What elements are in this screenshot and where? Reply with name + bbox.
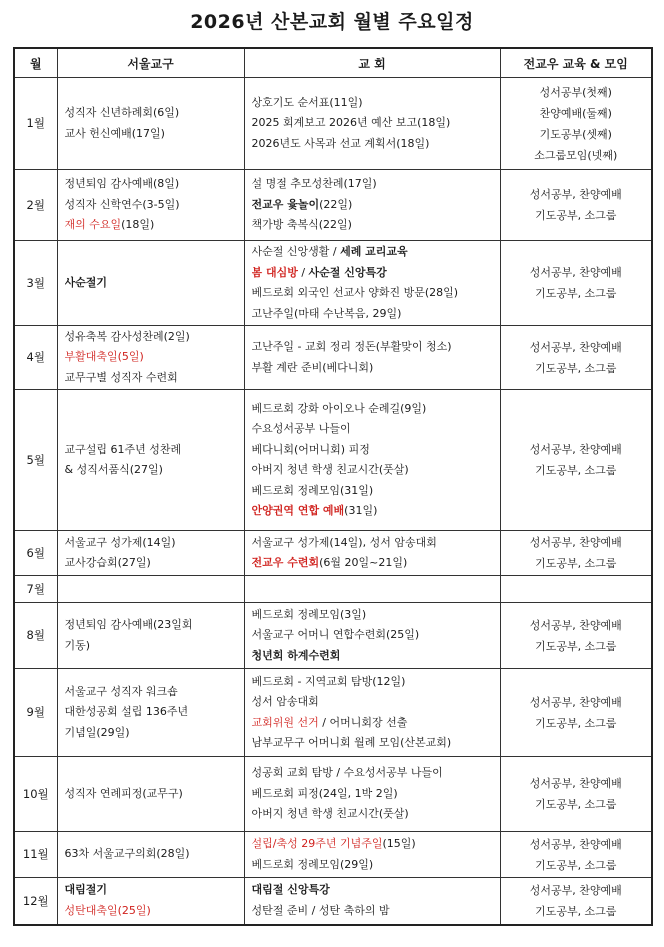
education-item: 기도공부, 소그룹 [535, 716, 617, 730]
seoul-event [65, 682, 244, 703]
education-cell [500, 78, 652, 170]
church-event-text: 책가방 축복식(22일) [251, 218, 352, 232]
month-cell: 5월 [14, 390, 57, 531]
table-row [14, 170, 652, 241]
education-item: 성서공부(첫째) [539, 85, 612, 99]
table-row [14, 531, 652, 576]
seoul-event-text: 서울교구 성가제(14일) [64, 535, 176, 549]
table-row [14, 832, 652, 878]
church-event-suffix: (31일) [344, 504, 378, 517]
church-cell [244, 241, 500, 326]
church-event-text: 2026년도 사목과 선교 계획서(18일) [251, 136, 430, 150]
church-event-text: 교회위원 선거 [251, 715, 319, 729]
church-event-text: 상호기도 순서표(11일) [251, 95, 363, 109]
seoul-event [65, 553, 244, 574]
header-church: 교 회 [244, 48, 500, 78]
church-event [252, 174, 500, 195]
church-event-text: 봄 대심방 [251, 265, 298, 279]
seoul-event-text: & 성직서품식(27일) [64, 463, 163, 476]
church-event-text: 서울교구 어머니 연합수련회(25일) [251, 628, 420, 642]
church-event [252, 93, 500, 114]
church-event [252, 460, 500, 481]
church-cell [244, 878, 500, 925]
seoul-event-text: 사순절기 [64, 275, 108, 289]
table-row [14, 878, 652, 925]
table-row [14, 603, 652, 669]
church-event-text: 베드로회 정례모임(31일) [251, 483, 374, 497]
seoul-event-text: 교사 헌신예배(17일) [64, 126, 165, 140]
church-cell [244, 832, 500, 878]
education-item: 성서공부, 찬양예배 [529, 443, 622, 456]
seoul-diocese-cell [57, 757, 244, 832]
church-event [252, 533, 500, 554]
church-event [252, 605, 500, 626]
header-month: 월 [14, 48, 57, 78]
seoul-event-text: 대림절기 [64, 883, 108, 897]
table-row [14, 241, 652, 326]
education-item: 기도공부, 소그룹 [535, 464, 617, 477]
church-event-text: 전교우 윷놀이 [251, 197, 320, 211]
church-event [252, 419, 500, 440]
church-event [252, 625, 500, 646]
seoul-event [65, 195, 244, 216]
month-cell: 10월 [14, 757, 57, 832]
church-event [252, 440, 500, 461]
education-item: 성서공부, 찬양예배 [529, 837, 622, 851]
education-item: 성서공부, 찬양예배 [529, 618, 622, 632]
church-event [252, 646, 500, 667]
church-cell [244, 669, 500, 757]
church-event-text: 전교우 수련회 [251, 556, 320, 569]
church-event [252, 784, 500, 805]
church-event-text: 대림절 신앙특강 [251, 883, 330, 897]
seoul-diocese-cell [57, 576, 244, 603]
church-event-text: 베다니회(어머니회) 피정 [251, 442, 370, 456]
seoul-diocese-cell [57, 241, 244, 326]
church-event-text: 성공회 교회 탐방 / 수요성서공부 나들이 [251, 766, 443, 780]
table-header-row [14, 48, 652, 78]
church-event-text: 설 명절 추모성찬례(17일) [251, 177, 377, 191]
church-event [252, 553, 500, 574]
church-event-text: 사순절 신앙생활 / [251, 245, 341, 258]
church-event [252, 283, 500, 304]
church-event-text: 베드로회 외국인 선교사 양화진 방문(28일) [251, 286, 459, 299]
education-item: 성서공부, 찬양예배 [529, 266, 622, 279]
church-event-text: 베드로회 정례모임(3일) [251, 607, 367, 621]
church-event [252, 901, 500, 922]
seoul-event-text: 부활대축일(5일) [64, 350, 144, 364]
seoul-event [65, 784, 244, 805]
seoul-event [65, 174, 244, 195]
seoul-diocese-cell [57, 531, 244, 576]
seoul-event-text: 성탄대축일(25일) [64, 903, 151, 917]
header-seoul-diocese: 서울교구 [57, 48, 244, 78]
table-row [14, 326, 652, 390]
church-cell [244, 531, 500, 576]
church-event-text: 고난주일 - 교회 정리 정돈(부활맞이 청소) [251, 340, 452, 353]
seoul-event [65, 844, 244, 865]
month-cell: 6월 [14, 531, 57, 576]
seoul-event-text: 성직자 연례피정(교무구) [64, 786, 183, 800]
seoul-event [65, 215, 244, 236]
church-cell [244, 170, 500, 241]
schedule-table [13, 47, 653, 926]
church-cell [244, 757, 500, 832]
church-event-text: 베드로회 정례모임(29일) [251, 857, 374, 871]
seoul-event-text: 교사강습회(27일) [64, 556, 151, 569]
table-row [14, 78, 652, 170]
church-event-emphasis: 세례 교리교육 [340, 245, 408, 258]
church-event-text: 청년회 하계수련회 [251, 648, 341, 662]
seoul-event [65, 533, 244, 554]
month-cell: 7월 [14, 576, 57, 603]
education-item: 기도공부, 소그룹 [535, 904, 617, 918]
seoul-event [65, 327, 244, 348]
church-cell [244, 78, 500, 170]
education-item: 찬양예배(둘째) [539, 106, 612, 120]
church-event-suffix: / [297, 265, 309, 279]
church-event-text: 서울교구 성가제(14일), 성서 암송대회 [251, 535, 437, 549]
church-event [252, 337, 500, 358]
page-title: 2026년 산본교회 월별 주요일정 [190, 11, 474, 33]
seoul-diocese-cell [57, 390, 244, 531]
month-cell: 12월 [14, 878, 57, 925]
church-event [252, 763, 500, 784]
table-row [14, 576, 652, 603]
seoul-event-text: 재의 수요일 [64, 218, 122, 232]
education-item: 성서공부, 찬양예배 [529, 777, 622, 790]
education-cell [500, 390, 652, 531]
education-cell [500, 241, 652, 326]
education-item: 성서공부, 찬양예배 [529, 883, 622, 897]
church-event-emphasis: 사순절 신앙특강 [308, 265, 387, 279]
seoul-event-suffix: (18일) [121, 218, 155, 232]
education-item: 성서공부, 찬양예배 [529, 188, 622, 201]
seoul-event [65, 615, 244, 636]
seoul-event [65, 273, 244, 294]
church-event [252, 672, 500, 693]
church-event [252, 304, 500, 325]
education-cell [500, 603, 652, 669]
education-cell [500, 669, 652, 757]
seoul-event-text: 교무구별 성직자 수련회 [64, 370, 178, 384]
seoul-event-text: 서울교구 성직자 워크숍 [64, 684, 178, 698]
education-item: 기도공부, 소그룹 [535, 798, 617, 811]
seoul-event-text: 성직자 신학연수(3-5일) [64, 197, 180, 211]
church-event-text: 부활 계란 준비(베다니회) [251, 360, 374, 374]
church-event [252, 215, 500, 236]
seoul-diocese-cell [57, 603, 244, 669]
header-education: 전교우 교육 & 모임 [500, 48, 652, 78]
month-cell: 3월 [14, 241, 57, 326]
seoul-event-text: 성직자 신년하례회(6일) [64, 106, 180, 119]
month-cell: 11월 [14, 832, 57, 878]
seoul-diocese-cell [57, 669, 244, 757]
education-item: 기도공부, 소그룹 [535, 361, 617, 375]
education-item: 기도공부, 소그룹 [535, 557, 617, 570]
church-event [252, 692, 500, 713]
church-event [252, 358, 500, 379]
education-item: 성서공부, 찬양예배 [529, 536, 622, 549]
education-cell [500, 832, 652, 878]
church-event [252, 501, 500, 522]
seoul-event [65, 347, 244, 368]
church-event-text: 2025 회계보고 2026년 예산 보고(18일) [251, 116, 451, 130]
church-event-suffix: / 어머니회장 선출 [318, 715, 408, 729]
church-cell [244, 390, 500, 531]
seoul-event [65, 460, 244, 481]
seoul-event [65, 723, 244, 744]
seoul-diocese-cell [57, 832, 244, 878]
church-event-suffix: (22일) [319, 197, 353, 211]
seoul-event [65, 440, 244, 461]
church-event [252, 113, 500, 134]
education-cell [500, 878, 652, 925]
church-event [252, 834, 500, 855]
seoul-event-text: 성유축복 감사성찬례(2일) [64, 329, 190, 343]
month-cell: 2월 [14, 170, 57, 241]
church-event-text: 베드로회 피정(24일, 1박 2일) [251, 786, 398, 800]
church-event-text: 성서 암송대회 [251, 695, 319, 708]
church-event-text: 베드로회 - 지역교회 탐방(12일) [251, 674, 406, 688]
seoul-event [65, 880, 244, 901]
church-event [252, 804, 500, 825]
seoul-event [65, 124, 244, 145]
month-cell: 4월 [14, 326, 57, 390]
seoul-event-text: 기동) [64, 638, 91, 652]
church-event-suffix: (15일) [382, 837, 416, 850]
church-event-text: 성탄절 준비 / 성탄 축하의 밤 [251, 903, 390, 917]
church-cell [244, 603, 500, 669]
seoul-event-text: 정년퇴임 감사예배(8일) [64, 177, 180, 191]
church-event [252, 242, 500, 263]
church-event [252, 880, 500, 901]
church-event [252, 713, 500, 734]
education-cell [500, 326, 652, 390]
month-cell: 9월 [14, 669, 57, 757]
education-item: 기도공부(셋째) [539, 127, 612, 141]
church-event [252, 134, 500, 155]
church-cell [244, 326, 500, 390]
seoul-diocese-cell [57, 326, 244, 390]
table-row [14, 390, 652, 531]
church-event [252, 263, 500, 284]
church-event-text: 설립/축성 29주년 기념주일 [251, 837, 383, 850]
education-item: 소그룹모임(넷째) [534, 148, 618, 162]
church-event [252, 481, 500, 502]
education-cell [500, 576, 652, 603]
education-item: 기도공부, 소그룹 [535, 209, 617, 222]
month-cell: 1월 [14, 78, 57, 170]
seoul-event-text: 교구설립 61주년 성찬례 [64, 442, 182, 456]
month-cell: 8월 [14, 603, 57, 669]
education-item: 기도공부, 소그룹 [535, 639, 617, 653]
seoul-event [65, 368, 244, 389]
education-cell [500, 170, 652, 241]
seoul-event [65, 103, 244, 124]
church-cell [244, 576, 500, 603]
church-event-text: 수요성서공부 나들이 [251, 422, 351, 435]
church-event-text: 안양권역 연합 예배 [251, 504, 345, 517]
education-item: 성서공부, 찬양예배 [529, 340, 622, 354]
church-event-text: 남부교무구 어머니회 월례 모임(산본교회) [251, 736, 452, 749]
seoul-event-text: 대한성공회 설립 136주년 [64, 705, 189, 719]
seoul-diocese-cell [57, 78, 244, 170]
education-item: 성서공부, 찬양예배 [529, 695, 622, 709]
church-event [252, 399, 500, 420]
seoul-event [65, 901, 244, 922]
church-event-suffix: (6월 20일~21일) [319, 556, 408, 569]
table-row [14, 669, 652, 757]
seoul-diocese-cell [57, 878, 244, 925]
education-cell [500, 757, 652, 832]
church-event-text: 고난주일(마태 수난복음, 29일) [251, 306, 402, 320]
church-event [252, 733, 500, 754]
seoul-diocese-cell [57, 170, 244, 241]
church-event-text: 베드로회 강화 아이오나 순례길(9일) [251, 401, 427, 415]
seoul-event [65, 702, 244, 723]
education-cell [500, 531, 652, 576]
church-event [252, 855, 500, 876]
church-event-text: 아버지 청년 학생 친교시간(풋살) [251, 463, 409, 476]
seoul-event-text: 기념일(29일) [64, 725, 130, 739]
seoul-event [65, 636, 244, 657]
seoul-event-text: 정년퇴임 감사예배(23일회 [64, 618, 193, 631]
church-event-text: 아버지 청년 학생 친교시간(풋살) [251, 807, 409, 821]
education-item: 기도공부, 소그룹 [535, 287, 617, 300]
table-row [14, 757, 652, 832]
church-event [252, 195, 500, 216]
education-item: 기도공부, 소그룹 [535, 858, 617, 872]
seoul-event-text: 63차 서울교구의회(28일) [64, 847, 190, 861]
